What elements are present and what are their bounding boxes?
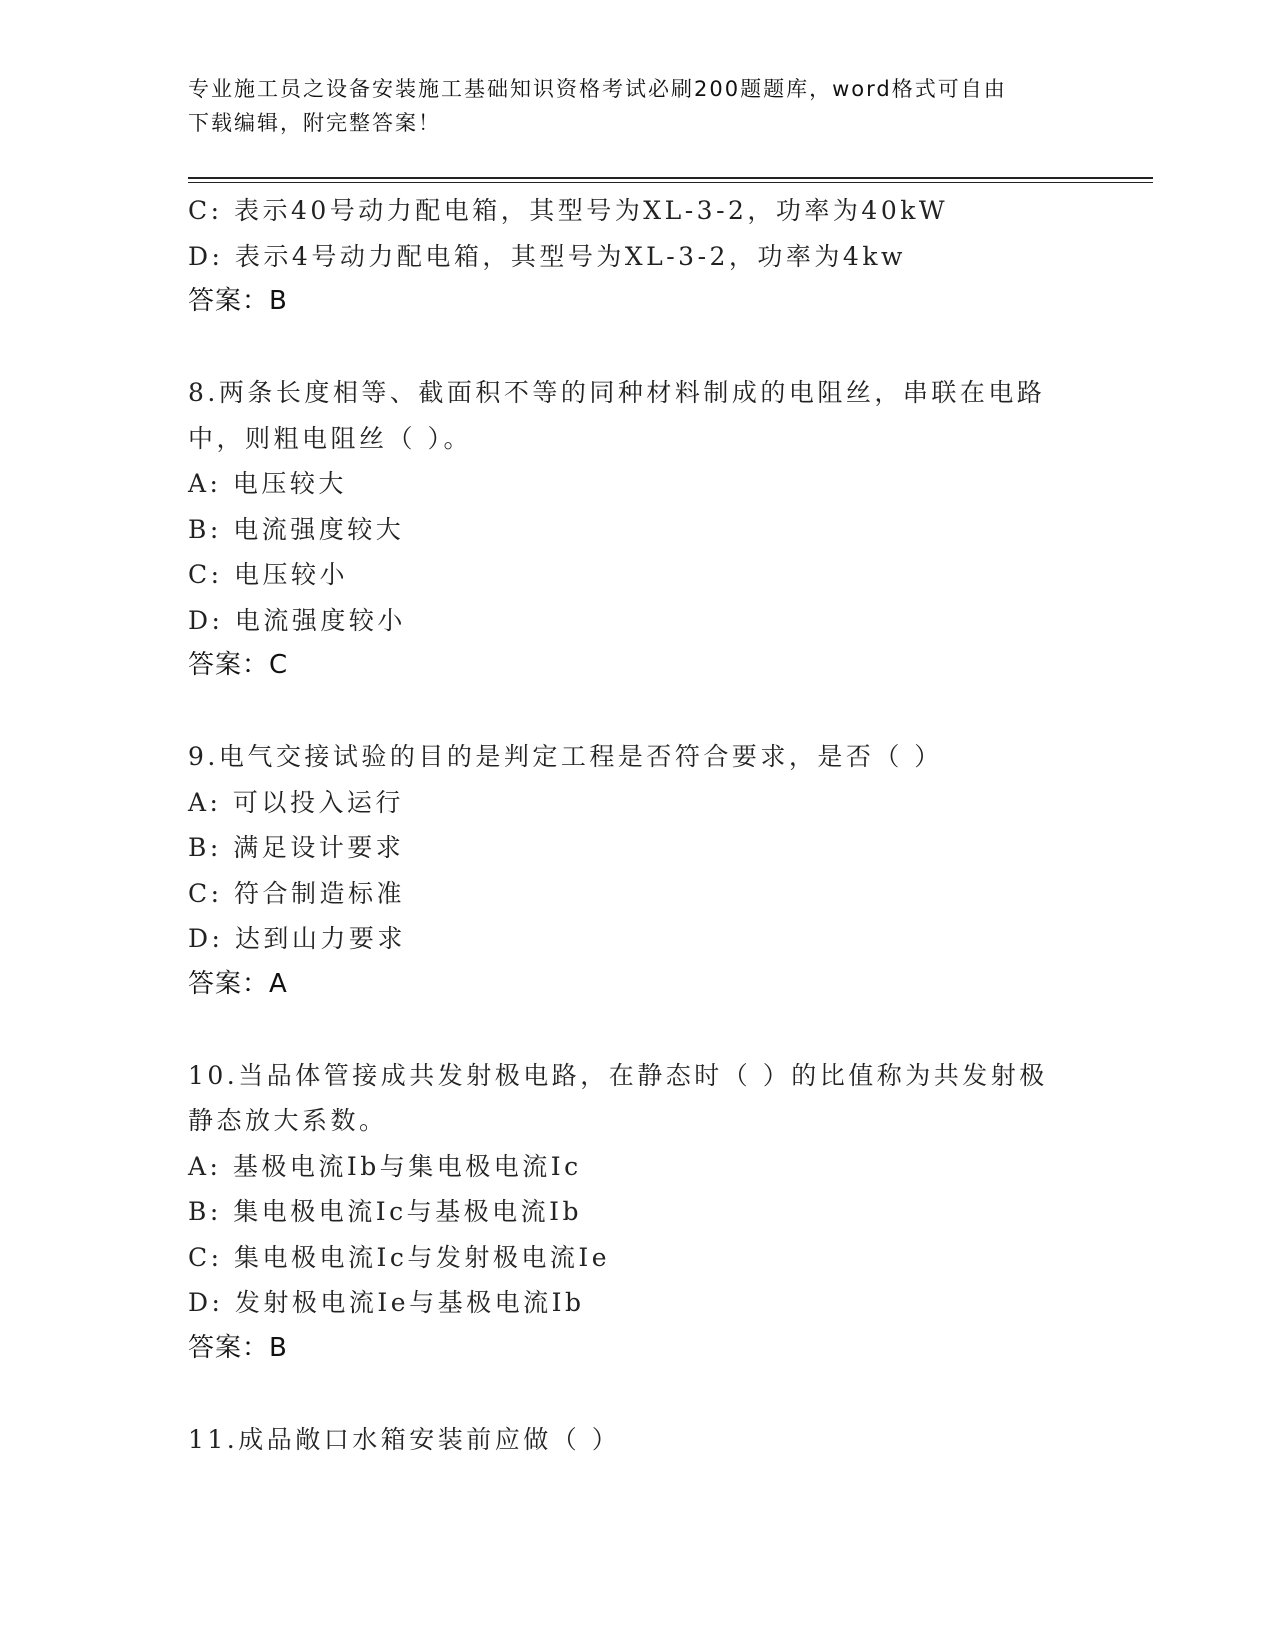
q8-option-b: B: 电流强度较大 [188, 514, 405, 544]
q9-option-a: A: 可以投入运行 [188, 787, 404, 817]
header-title-line-1: 专业施工员之设备安装施工基础知识资格考试必刷200题题库，word格式可自由 [188, 77, 1007, 101]
q9-option-d: D: 达到山力要求 [188, 924, 406, 953]
q10-option-b: B: 集电极电流Ic与基极电流Ib [188, 1197, 582, 1226]
header-title-line-2: 下载编辑，附完整答案！ [188, 111, 441, 135]
spacer [188, 1007, 1088, 1053]
question-7-tail [188, 188, 1088, 325]
q8-stem-line-1: 8.两条长度相等、截面积不等的同种材料制成的电阻丝，串联在电路 [188, 378, 1046, 407]
spacer [188, 689, 1088, 735]
q10-option-c: C: 集电极电流Ic与发射极电流Ie [188, 1242, 611, 1272]
q8-answer: 答案：C [188, 650, 289, 680]
q10-option-d: D: 发射极电流Ie与基极电流Ib [188, 1288, 585, 1317]
q11-stem-line-1: 11.成品敞口水箱安装前应做（ ） [188, 1424, 621, 1454]
question-10 [188, 1053, 1088, 1372]
q10-option-a: A: 基极电流Ib与集电极电流Ic [188, 1151, 582, 1181]
question-list [188, 188, 1088, 1462]
header-divider-thick [188, 177, 1153, 179]
document-header [188, 72, 1068, 140]
spacer [188, 1371, 1088, 1417]
q8-option-d: D: 电流强度较小 [188, 605, 406, 635]
question-11 [188, 1417, 1088, 1463]
q10-stem-line-2: 静态放大系数。 [188, 1106, 388, 1135]
question-8 [188, 370, 1088, 689]
q8-stem-line-2: 中，则粗电阻丝（ ）。 [188, 423, 472, 453]
question-9 [188, 734, 1088, 1007]
q9-answer: 答案：A [188, 968, 288, 999]
q9-stem-line-1: 9.电气交接试验的目的是判定工程是否符合要求，是否（ ） [188, 742, 943, 771]
q7-option-c: C: 表示40号动力配电箱，其型号为XL-3-2，功率为40kW [188, 196, 949, 225]
header-divider-thin [188, 182, 1153, 183]
q9-option-c: C: 符合制造标准 [188, 878, 405, 908]
q7-answer: 答案：B [188, 286, 288, 316]
q10-answer: 答案：B [188, 1332, 288, 1363]
q7-option-d: D: 表示4号动力配电箱，其型号为XL-3-2，功率为4kw [188, 241, 906, 271]
q10-stem-line-1: 10.当品体管接成共发射极电路，在静态时（ ）的比值称为共发射极 [188, 1060, 1048, 1090]
q8-option-c: C: 电压较小 [188, 560, 348, 589]
spacer [188, 325, 1088, 371]
q9-option-b: B: 满足设计要求 [188, 833, 405, 862]
q8-option-a: A: 电压较大 [188, 469, 347, 498]
